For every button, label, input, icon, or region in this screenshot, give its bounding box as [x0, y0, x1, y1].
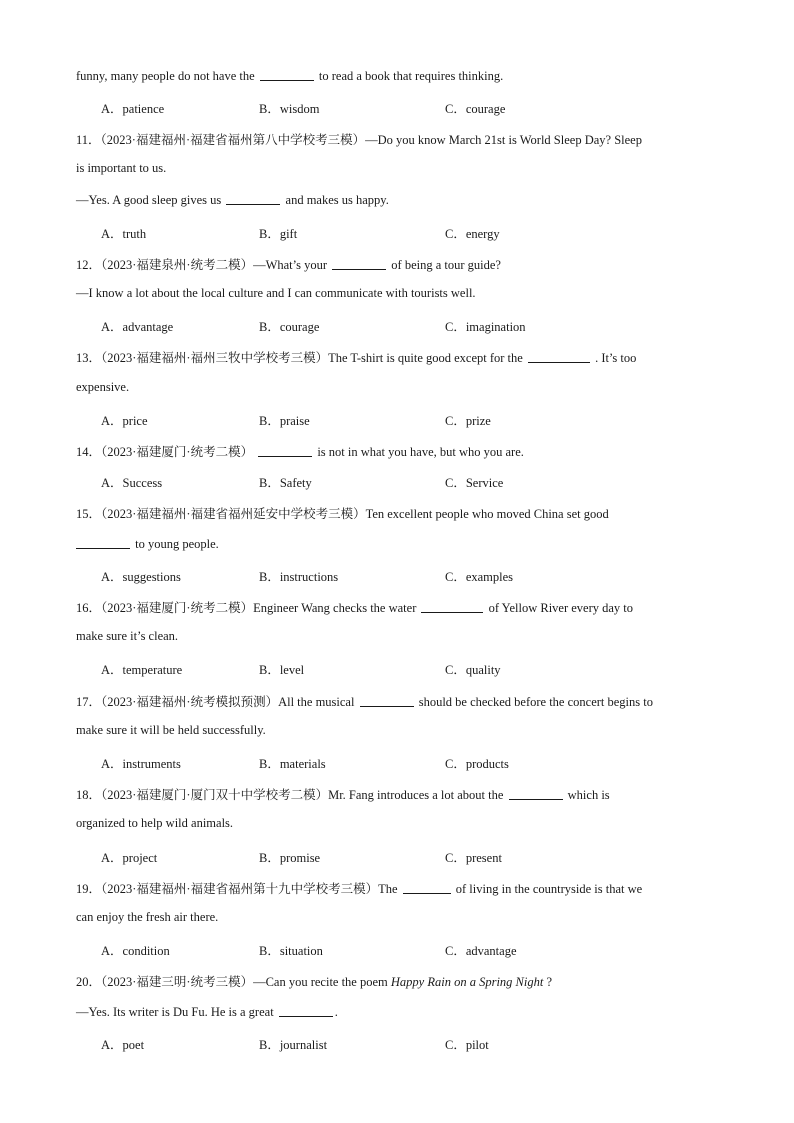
poem-title: Happy Rain on a Spring Night: [390, 975, 544, 989]
answer-blank: [76, 536, 130, 549]
answer-blank: [332, 257, 386, 270]
answer-blank: [260, 68, 314, 81]
question-15-text-cont: to young people.: [76, 536, 219, 552]
option-c: C．products: [445, 757, 509, 771]
option-a: A．instruments: [101, 757, 181, 771]
option-b: B．gift: [259, 227, 298, 241]
option-b: B．materials: [259, 757, 326, 771]
question-10-options: [0, 99, 794, 119]
question-13-options: [0, 411, 794, 431]
question-18-text: 18．（2023·福建厦门·厦门双十中学校考二模）Mr. Fang introduces a lot about the which is: [76, 788, 610, 802]
option-a: A．truth: [101, 227, 147, 241]
option-c: C．present: [445, 851, 502, 865]
option-a: A．Success: [101, 476, 163, 490]
option-c: C．examples: [445, 570, 514, 584]
option-a: A．suggestions: [101, 570, 181, 584]
question-15-options: [0, 567, 794, 587]
option-b: B．instructions: [259, 570, 339, 584]
answer-blank: [279, 1004, 333, 1017]
option-a: A．patience: [101, 102, 165, 116]
question-13-text: 13．（2023·福建福州·福州三牧中学校考三模）The T-shirt is quite good except for the . It’s too: [76, 351, 637, 365]
answer-blank: [258, 444, 312, 457]
question-16-text: 16．（2023·福建厦门·统考二模）Engineer Wang checks the water of Yellow River every day to: [76, 601, 634, 615]
option-a: A．condition: [101, 944, 170, 958]
question-19-text-cont: can enjoy the fresh air there.: [76, 910, 219, 924]
option-b: B．Safety: [259, 476, 312, 490]
question-14-options: [0, 473, 794, 493]
question-19-options: [0, 941, 794, 961]
question-16-text-cont: make sure it’s clean.: [76, 629, 179, 643]
question-13-text-cont: expensive.: [76, 380, 130, 394]
question-17-text: 17．（2023·福建福州·统考模拟预测）All the musical should be checked before the concert begins to: [76, 695, 653, 709]
question-18-text-cont: organized to help wild animals.: [76, 816, 234, 830]
answer-blank: [528, 350, 590, 363]
question-17-text-cont: make sure it will be held successfully.: [76, 723, 266, 737]
question-20-options: [0, 1035, 794, 1055]
question-12-text: 12．（2023·福建泉州·统考二模）—What’s your of being a tour guide?: [76, 258, 501, 272]
question-11-text: 11．（2023·福建福州·福建省福州第八中学校考三模）—Do you know March 21st is World Sleep Day? Sleep: [76, 133, 642, 147]
answer-blank: [421, 600, 483, 613]
option-c: C．quality: [445, 663, 501, 677]
option-b: B．journalist: [259, 1038, 328, 1052]
question-15-text: 15．（2023·福建福州·福建省福州延安中学校考三模）Ten excellent people who moved China set good: [76, 507, 609, 521]
question-19-text: 19．（2023·福建福州·福建省福州第十九中学校考三模）The of living in the countryside is that we: [76, 882, 643, 896]
option-c: C．energy: [445, 227, 500, 241]
option-a: A．poet: [101, 1038, 145, 1052]
option-a: A．project: [101, 851, 158, 865]
question-14-text: 14．（2023·福建厦门·统考二模） is not in what you have, but who you are.: [76, 445, 524, 459]
answer-blank: [226, 192, 280, 205]
option-a: A．temperature: [101, 663, 183, 677]
option-c: C．advantage: [445, 944, 517, 958]
option-a: A．price: [101, 414, 148, 428]
option-c: C．courage: [445, 102, 506, 116]
option-c: C．imagination: [445, 320, 526, 334]
question-11-options: [0, 224, 794, 244]
option-c: C．prize: [445, 414, 491, 428]
question-10-text: funny, many people do not have the to read a book that requires thinking.: [76, 69, 504, 83]
question-11-reply: —Yes. A good sleep gives us and makes us happy.: [76, 193, 389, 207]
question-20-text: 20．（2023·福建三明·统考三模）—Can you recite the poem Happy Rain on a Spring Night ?: [76, 975, 553, 989]
question-20-reply: —Yes. Its writer is Du Fu. He is a great .: [76, 1005, 338, 1019]
question-11-text-cont: is important to us.: [76, 161, 167, 175]
option-c: C．pilot: [445, 1038, 489, 1052]
question-18-options: [0, 848, 794, 868]
answer-blank: [360, 694, 414, 707]
question-12-reply: —I know a lot about the local culture and I can communicate with tourists well.: [76, 286, 476, 300]
question-12-options: [0, 317, 794, 337]
option-a: A．advantage: [101, 320, 174, 334]
answer-blank: [509, 787, 563, 800]
option-b: B．praise: [259, 414, 310, 428]
option-b: B．situation: [259, 944, 323, 958]
option-b: B．wisdom: [259, 102, 320, 116]
option-b: B．promise: [259, 851, 321, 865]
option-b: B．courage: [259, 320, 320, 334]
option-b: B．level: [259, 663, 305, 677]
question-17-options: [0, 754, 794, 774]
option-c: C．Service: [445, 476, 504, 490]
answer-blank: [403, 881, 451, 894]
question-16-options: [0, 660, 794, 680]
